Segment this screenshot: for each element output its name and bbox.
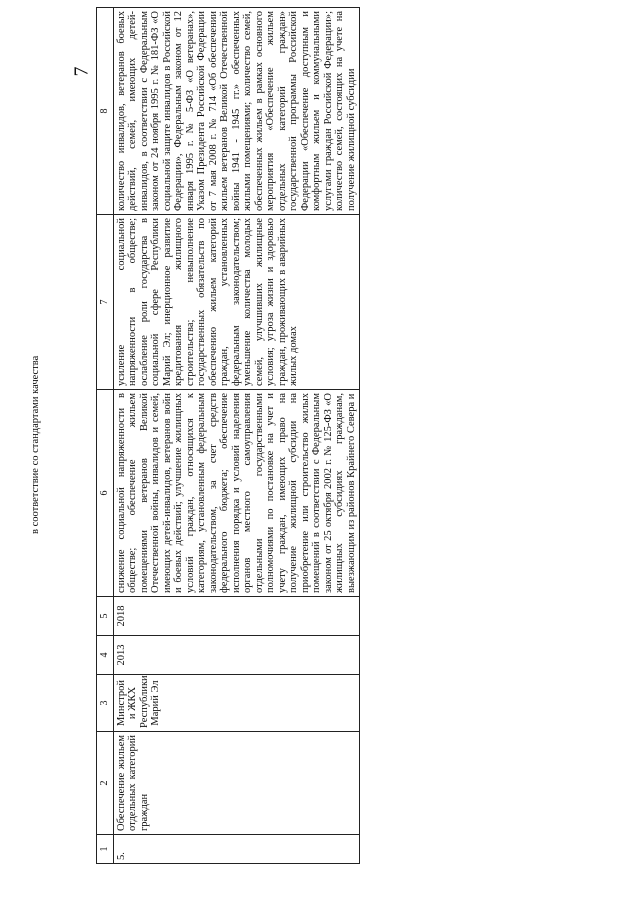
header-cell: 7 <box>97 215 114 390</box>
header-cell: 8 <box>97 8 114 215</box>
page-number: 7 <box>70 66 93 77</box>
program-table <box>96 7 360 864</box>
row-number: 5. <box>113 835 360 864</box>
header-cell: 1 <box>97 835 114 864</box>
header-cell: 6 <box>97 390 114 597</box>
executor: Минстрой и ЖКХ Республики Марий Эл <box>113 675 360 732</box>
expected-result: снижение социальной напряженности в обществе; обеспечение жильем помещениями ветеранов Великой Отечественной войны, инвалидов и семей, имеющих детей-инвалидов, ветеранов войн и боевых действий; улучшение жилищных условий граждан, относящихся к категориям, установленным федеральным законодательством, за счет средств федерального бюджета; обеспечение исполнения порядка и условий наделения органов местного самоуправления отдельными государственными полномочиями по постановке на учет и учету граждан, имеющих право на получение жилищной субсидии на приобретение или строительство жилых помещений в соответствии с Федеральным законом от 25 октября 2002 г. № 125-ФЗ «О жилищных субсидиях гражданам, выезжающим из районов Крайнего Севера и <box>113 390 360 597</box>
header-row <box>97 8 114 864</box>
indicators: количество инвалидов, ветеранов боевых действий, семей, имеющих детей-инвалидов, в соответствии с Федеральным законом от 24 ноября 1995 г. № 181-ФЗ «О социальной защите инвалидов в Российской Федерации», Федеральным законом от 12 января 1995 г. № 5-ФЗ «О ветеранах», Указом Президента Российской Федерации от 7 мая 2008 г. № 714 «Об обеспечении жильем ветеранов Великой Отечественной войны 1941 - 1945 гг.» обеспеченных жилыми помещениями; количество семей, обеспеченных жильем в рамках основного мероприятия «Обеспечение жильем отдельных категорий граждан» государственной программы Российской Федерации «Обеспечение доступным и комфортным жильем и коммунальными услугами граждан Российской Федерации»; количество семей, состоящих на учете на получение жилищной субсидии <box>113 8 360 215</box>
header-cell: 2 <box>97 732 114 835</box>
consequences: усиление социальной напряженности в обществе; ослабление роли государства в социальной сфере Республики Марий Эл; инерционное развитие кредитования жилищного строительства; невыполнение государственных обязательств по обеспечению жильем категорий граждан, установленных федеральным законодательством; уменьшение количества молодых семей, улучшивших жилищные условия; угроза жизни и здоровью граждан, проживающих в аварийных жилых домах <box>113 215 360 390</box>
end-year: 2018 <box>113 597 360 636</box>
header-cell: 5 <box>97 597 114 636</box>
header-cell: 4 <box>97 636 114 675</box>
table-row <box>113 8 360 864</box>
carryover-text: в соответствие со стандартами качества <box>30 355 41 534</box>
start-year: 2013 <box>113 636 360 675</box>
header-cell: 3 <box>97 675 114 732</box>
measure-name: Обеспечение жильем отдельных категорий граждан <box>113 732 360 835</box>
